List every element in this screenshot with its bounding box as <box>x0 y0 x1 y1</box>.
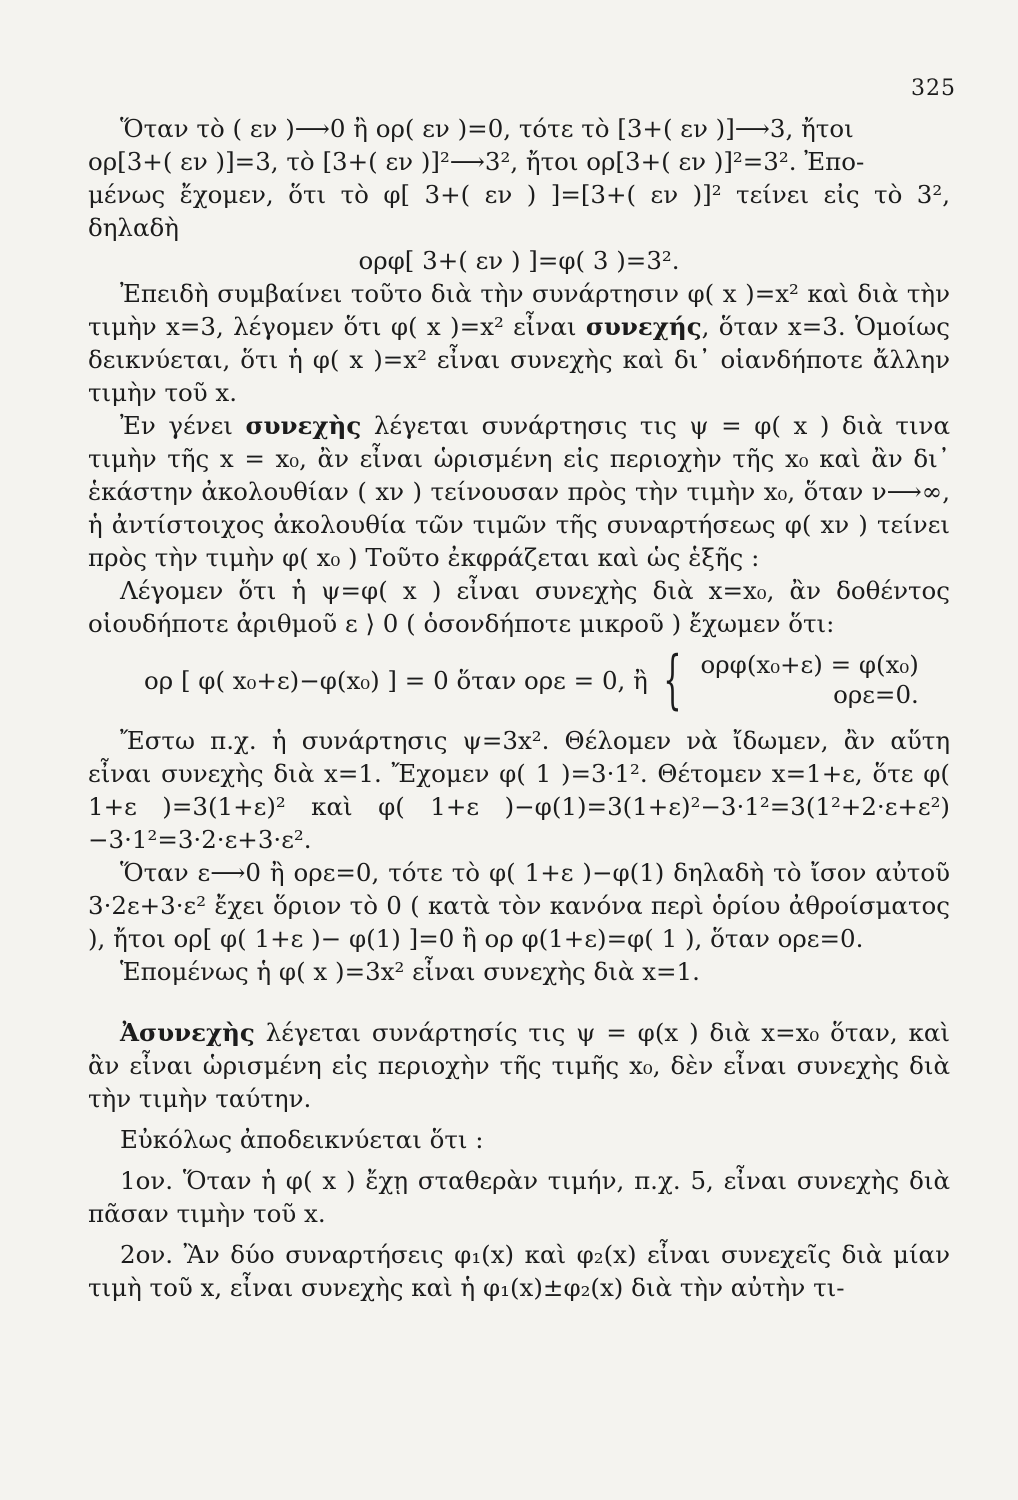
paragraph-1-line-3: μένως ἔχομεν, ὅτι τὸ φ[ 3+( εν ) ]=[3+( εν )]² τείνει εἰς τὸ 3², δηλαδὴ <box>88 180 950 242</box>
paragraph-3-text-a: Ἐν γένει <box>120 411 233 440</box>
paragraph-8-text: λέγεται συνάρτησίς τις ψ = φ(x ) διὰ x=x₀ ὅταν, καὶ ἂν εἶναι ὡρισμένη εἰς περιοχὴν τῆς τιμῆς x₀, δὲν εἶναι συνεχὴς διὰ τὴν τιμὴν ταύτην. <box>88 1018 950 1113</box>
paragraph-1-line-1: Ὅταν τὸ ( εν )⟶0 ἢ ορ( εν )=0, τότε τὸ [3+( εν )]⟶3, ἤτοι <box>120 114 854 143</box>
paragraph-continuity-example <box>88 277 950 409</box>
paragraph-conclusion: Ἑπομένως ἡ φ( x )=3x² εἶναι συνεχὴς διὰ x=1. <box>120 957 700 986</box>
paragraph-2-text-a: Ἐπειδὴ συμβαίνει τοῦτο διὰ τὴν συνάρτησιν φ( x )=x² καὶ διὰ τὴν τιμὴν x=3, λέγομεν ὅτι φ( x )=x² εἶναι <box>88 279 950 341</box>
paragraph-discontinuity <box>88 1016 950 1115</box>
page-number: 325 <box>911 76 956 101</box>
paragraph-easily-proved: Εὐκόλως ἀποδεικνύεται ὅτι : <box>120 1125 484 1154</box>
paragraph-limit-argument: Ὅταν ε⟶0 ἢ ορε=0, τότε τὸ φ( 1+ε )−φ(1) δηλαδὴ τὸ ἴσον αὐτοῦ 3·2ε+3·ε² ἔχει ὅριον τὸ 0 ( κατὰ τὸν κανόνα περὶ ὁρίου ἀθροίσματος ), ἤτοι ορ[ φ( 1+ε )− φ(1) ]=0 ἢ ορ φ(1+ε)=φ( 1 ), ὅταν ορε=0. <box>88 858 950 953</box>
formula-main: ορ [ φ( x₀+ε)−φ(x₀) ] = 0 ὅταν ορε = 0, ἢ <box>144 665 648 695</box>
term-continuous: συνεχής <box>585 312 702 341</box>
paragraph-rule-1: 1ον. Ὅταν ἡ φ( x ) ἔχῃ σταθερὰν τιμήν, π.χ. 5, εἶναι συνεχὴς διὰ πᾶσαν τιμὴν τοῦ x. <box>88 1166 950 1228</box>
paragraph-3-text-b: λέγεται συνάρτησις τις ψ = φ( x ) διὰ τινα τιμὴν τῆς x = x₀, ἂν εἶναι ὡρισμένη εἰς περιοχὴν τῆς x₀ καὶ ἂν δι᾽ ἑκάστην ἀκολουθίαν ( xν ) τείνουσαν πρὸς τὴν τιμὴν x₀, ὅταν ν⟶∞, ἡ ἀντίστοιχος ἀκολουθία τῶν τιμῶν τῆς συναρτήσεως φ( xν ) τείνει πρὸς τὴν τιμὴν φ( x₀ ) Τοῦτο ἐκφράζεται καὶ ὡς ἑξῆς : <box>88 411 950 572</box>
paragraph-epsilon-definition: Λέγομεν ὅτι ἡ ψ=φ( x ) εἶναι συνεχὴς διὰ x=x₀, ἂν δοθέντος οἱουδήποτε ἀριθμοῦ ε ⟩ 0 ( ὁσονδήποτε μικροῦ ) ἔχωμεν ὅτι: <box>88 576 950 638</box>
paragraph-1-line-4: ορφ[ 3+( εν ) ]=φ( 3 )=3². <box>358 246 680 275</box>
paragraph-continuity-definition <box>88 409 950 574</box>
term-continuous-general: συνεχὴς <box>245 411 362 440</box>
paragraph-example: Ἔστω π.χ. ἡ συνάρτησις ψ=3x². Θέλομεν νὰ ἴδωμεν, ἂν αὕτη εἶναι συνεχὴς διὰ x=1. Ἔχομεν φ( 1 )=3·1². Θέτομεν x=1+ε, ὅτε φ( 1+ε )=3(1+ε)² καὶ φ( 1+ε )−φ(1)=3(1+ε)²−3·1²=3(1²+2·ε+ε²) −3·1²=3·2·ε+3·ε². <box>88 726 950 854</box>
page-body <box>88 112 950 1304</box>
formula-case-2: ορε=0. <box>833 680 919 709</box>
formula-case-1: ορφ(x₀+ε) = φ(x₀) <box>700 650 919 679</box>
paragraph-2-text-b: , ὅταν x=3. Ὁμοίως δεικνύεται, ὅτι ἡ φ( x )=x² εἶναι συνεχὴς καὶ δι᾽ οἱανδήποτε ἄλλην τιμὴν τοῦ x. <box>88 312 950 407</box>
formula-cases <box>701 650 919 710</box>
term-discontinuous: Ἀσυνεχὴς <box>120 1018 255 1047</box>
paragraph-rule-2: 2ον. Ἂν δύο συναρτήσεις φ₁(x) καὶ φ₂(x) εἶναι συνεχεῖς διὰ μίαν τιμὴ τοῦ x, εἶναι συνεχὴς καὶ ἡ φ₁(x)±φ₂(x) διὰ τὴν αὐτὴν τι- <box>88 1240 950 1302</box>
brace-symbol: { <box>662 643 682 717</box>
paragraph-1-line-2: ορ[3+( εν )]=3, τὸ [3+( εν )]²⟶3², ἤτοι ορ[3+( εν )]²=3². Ἐπο- <box>88 147 865 176</box>
limit-formula <box>88 643 950 717</box>
